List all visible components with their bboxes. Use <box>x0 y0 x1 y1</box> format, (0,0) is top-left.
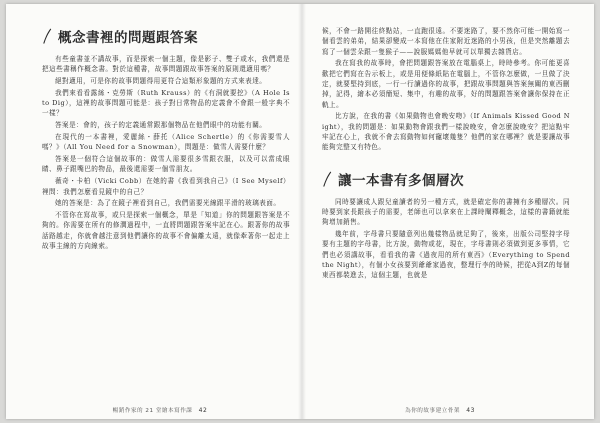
section-heading <box>42 26 290 46</box>
paragraph: 比方說，在我的書《如果動物也會晚安吻》（If Animals Kissed Good Night），我的問題是：如果動物會跟我們一樣說晚安，會怎麼說晚安？把這點牢牢記在心上，我就不會去寫動物如何寵壞幾隻？他們的家在哪裡？就是要讓故事能夠完整又有特色。 <box>322 112 570 152</box>
paragraph: 有些童書並不講故事，而是探索一個主題，像是影子、雙子或水，我們還是把這些書稱作概念書。對於這種書，故事問題跟故事答案的原則還適用嗎？ <box>42 55 290 74</box>
paragraph: 絕對適用，可是你的故事問題得用更符合這類形象題的方式來表達。 <box>55 77 267 86</box>
paragraph: 她的答案是：為了在鏡子裡看到自己，我們需要光線跟平滑的玻璃表面。 <box>55 199 281 208</box>
quill-mark-icon <box>42 28 52 44</box>
paragraph: 在現代的一本書裡，愛麗絲・薛托（Alice Schertle）的《你需要雪人嗎？》（All You Need for a Snowman），問題是：做雪人需要什麼？ <box>42 133 290 152</box>
page-footer <box>52 406 272 414</box>
paragraph: 幾年前，字母書只要隨意列出幾樣物品就足夠了，後來，出版公司堅持字母要有主題的字母書，比方說，動物或花，現在，字母書則必須做到更多事情，它們也必須講故事，看看我的書《過夜用的所有東西》（Everything to Spend the Night），有個小女孩要到爺爺家過夜，整理行李的時候，把從A到Z的每個東西都裝進去，這個主題，也就是 <box>322 229 570 280</box>
paragraph: 答案是一個符合這個故事的：做雪人需要很多雪跟衣服，以及可以當成眼睛、鼻子跟嘴巴的物品，最後還需要一個雪朋友。 <box>42 155 290 174</box>
paragraph: 薇奇・卡柏（Vicki Cobb）在她的書《我看到我自己》（I See Myself）裡問：我們怎麼看見鏡中的自己？ <box>42 177 290 196</box>
left-page <box>42 26 290 253</box>
paragraph: 我在寫我的故事時，會把問題跟答案放在電腦桌上，時時參考。你可能更喜歡把它們寫在告示板上，或是用便條紙貼在電腦上，不管你怎麼做，一旦做了決定，就要堅持到底，一行一行讀過你的故事，把跟故事問題與答案無關的東西刪掉，記得，繪本必須簡短、集中，有趣的故事，好的問題跟答案會讓你保持在正軌上。 <box>322 59 570 109</box>
page-footer <box>332 406 552 414</box>
section-heading-text: 概念書裡的問題跟答案 <box>58 30 198 46</box>
running-title: 為你的故事建立骨架 <box>405 408 460 414</box>
paragraph: 答案是：會的，孩子的定義通常跟那個物品在他們眼中的功能有關。 <box>55 121 267 130</box>
paragraph: 我們來看看露絲・克勞斯（Ruth Krauss）的《有洞就要挖》（A Hole Is to Dig），這裡的故事問題可能是：孩子對日常物品的定義會不會跟一般字典不一樣？ <box>42 88 290 118</box>
paragraph: 不管你在寫故事，或只是探索一個概念，單是「知道」你的問題跟答案是不夠的。你需要在所有的修潤過程中，一直將問題跟答案牢記在心。跟著你的故事話路越走，你就會越注意到他們讓你的故事不會偏離太遠，就像牽著你一起走上故事主線的方向線索。 <box>42 211 290 251</box>
page-number: 42 <box>198 407 208 414</box>
page-number: 43 <box>466 407 475 414</box>
book-spread <box>6 4 594 419</box>
paragraph: 候，不會一路開往終點站，一直跑很遠。不要迷路了，要不然你可能一開始寫一個看雲的弟弟，結果卻變成一本寫他在住家附近迷路的小男孩，但是突然離題去寫了一個雲朵跟一隻猴子——說服媽媽他早就可以單獨去雜貨店。 <box>322 27 570 56</box>
section-heading-text: 讓一本書有多個層次 <box>338 172 464 189</box>
paragraph: 同時要讓成人跟兒童讀者的另一種方式，就是確定你的書擁有多種層次。同時要到家長跟孩子的需要，老師也可以拿來在上課時闡釋概念，這樣的書籍就能夠增加銷售。 <box>322 197 570 227</box>
book-gutter <box>298 4 306 419</box>
quill-mark-icon <box>322 171 332 187</box>
running-title: 暢銷作家的 21 堂繪本寫作課 <box>112 408 193 414</box>
right-page <box>322 26 570 282</box>
section-heading <box>322 169 570 189</box>
